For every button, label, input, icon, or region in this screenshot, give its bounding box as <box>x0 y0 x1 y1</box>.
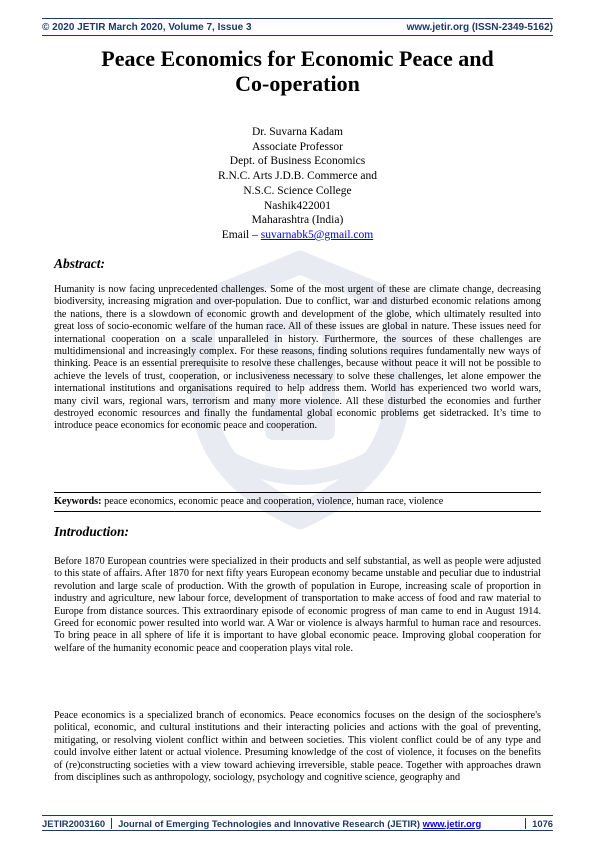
author-position: Associate Professor <box>251 140 344 153</box>
author-college-line-2: N.S.C. Science College <box>243 184 352 197</box>
keywords-top-rule <box>54 492 541 493</box>
introduction-paragraph-1: Before 1870 European countries were specialized in their products and self substantial, as well as people were adjusted to this state of affairs. After 1870 for next fifty years European economy became unstable and peculiar due to industrial revolution and large scale of production. With the growth of population in Europe, increasing scale of proportion in industry and agriculture, new labour force, development of transportation to make access of food and raw material to Europe from distance sources. This extraordinary episode of economic progress of man came to end in August 1914. Greed for economic power resulted into world war. A War or violence is always harmful to human race and resources. To bring peace in all sphere of life it is important to have global economic peace. Improving global cooperation for welfare of the humanity economic peace and cooperation plays vital role. <box>54 556 541 654</box>
footer-journal-link[interactable]: www.jetir.org <box>422 817 482 829</box>
author-college-line-1: R.N.C. Arts J.D.B. Commerce and <box>217 170 378 183</box>
author-email-line <box>150 228 445 243</box>
abstract-heading: Abstract: <box>54 256 106 271</box>
author-city: Nashik422001 <box>263 199 332 212</box>
title-line-1: Peace Economics for Economic Peace and <box>101 46 494 71</box>
introduction-heading: Introduction: <box>54 524 130 539</box>
keywords-text: peace economics, economic peace and cooperation, violence, human race, violence <box>101 496 444 507</box>
keywords-line <box>54 496 541 508</box>
footer-paper-id: JETIR2003160 <box>42 818 112 829</box>
abstract-text: Humanity is now facing unprecedented challenges. Some of the most urgent of these are climate change, decreasing biodiversity, increasing migration and over-population. Due to conflict, war and disturbed economic relations among the nations, there is a slowdown of economic growth and development of the globe, which ultimately resulted into great loss of socio-economic welfare of the human race. All of these issues are global in nature. These issues need for international cooperation on a scale unparalleled in history. Furthermore, the sources of these challenges are multidimensional and increasingly complex. For these reasons, finding solutions requires fundamentally new ways of thinking. Peace is an essential prerequisite to resolve these challenges, because without peace it will not be possible to achieve the levels of trust, cooperation, or inclusiveness necessary to solve these challenges, let alone empower the international institutions and organisations required to help address them. World has experienced two world wars, many civil wars, regional wars, terrorism and many more violence. All these disturbed the economies and further destroyed economic resources and finally the fundamental global economic problems get sidetracked. It’s time to introduce peace economics for economic peace and cooperation. <box>54 284 541 432</box>
author-name: Dr. Suvarna Kadam <box>251 126 344 138</box>
introduction-paragraph-2: Peace economics is a specialized branch of economics. Peace economics focuses on the design of the sociosphere's political, economic, and cultural institutions and their interacting policies and actions with the goal of preventing, mitigating, or resolving violent conflict within and between societies. This violent conflict could be of any type and could involve either latent or actual violence. Presuming knowledge of the cost of violence, it focuses on the benefits of (re)constructing societies with a view toward achieving irreversible, stable peace. Together with approaches drawn from disciplines such as anthropology, sociology, psychology and cognitive science, geography and <box>54 710 541 784</box>
page-footer <box>42 815 553 831</box>
keywords-bottom-rule <box>54 511 541 512</box>
header-website-issn: www.jetir.org (ISSN-2349-5162) <box>406 21 553 33</box>
footer-journal-name: Journal of Emerging Technologies and Innovative Research (JETIR) <box>118 817 423 829</box>
keywords-label: Keywords: <box>54 496 102 507</box>
footer-journal <box>118 818 525 829</box>
author-block <box>150 125 445 243</box>
author-email-link[interactable]: suvarnabk5@gmail.com <box>260 228 374 241</box>
page-header <box>42 18 553 36</box>
title-line-2: Co-operation <box>235 71 360 96</box>
email-label: Email – <box>221 228 261 241</box>
author-state: Maharashtra (India) <box>251 214 344 227</box>
paper-title <box>60 46 535 96</box>
header-issue-info: © 2020 JETIR March 2020, Volume 7, Issue 3 <box>42 21 252 33</box>
footer-page-number: 1076 <box>525 818 553 829</box>
author-department: Dept. of Business Economics <box>229 155 366 168</box>
